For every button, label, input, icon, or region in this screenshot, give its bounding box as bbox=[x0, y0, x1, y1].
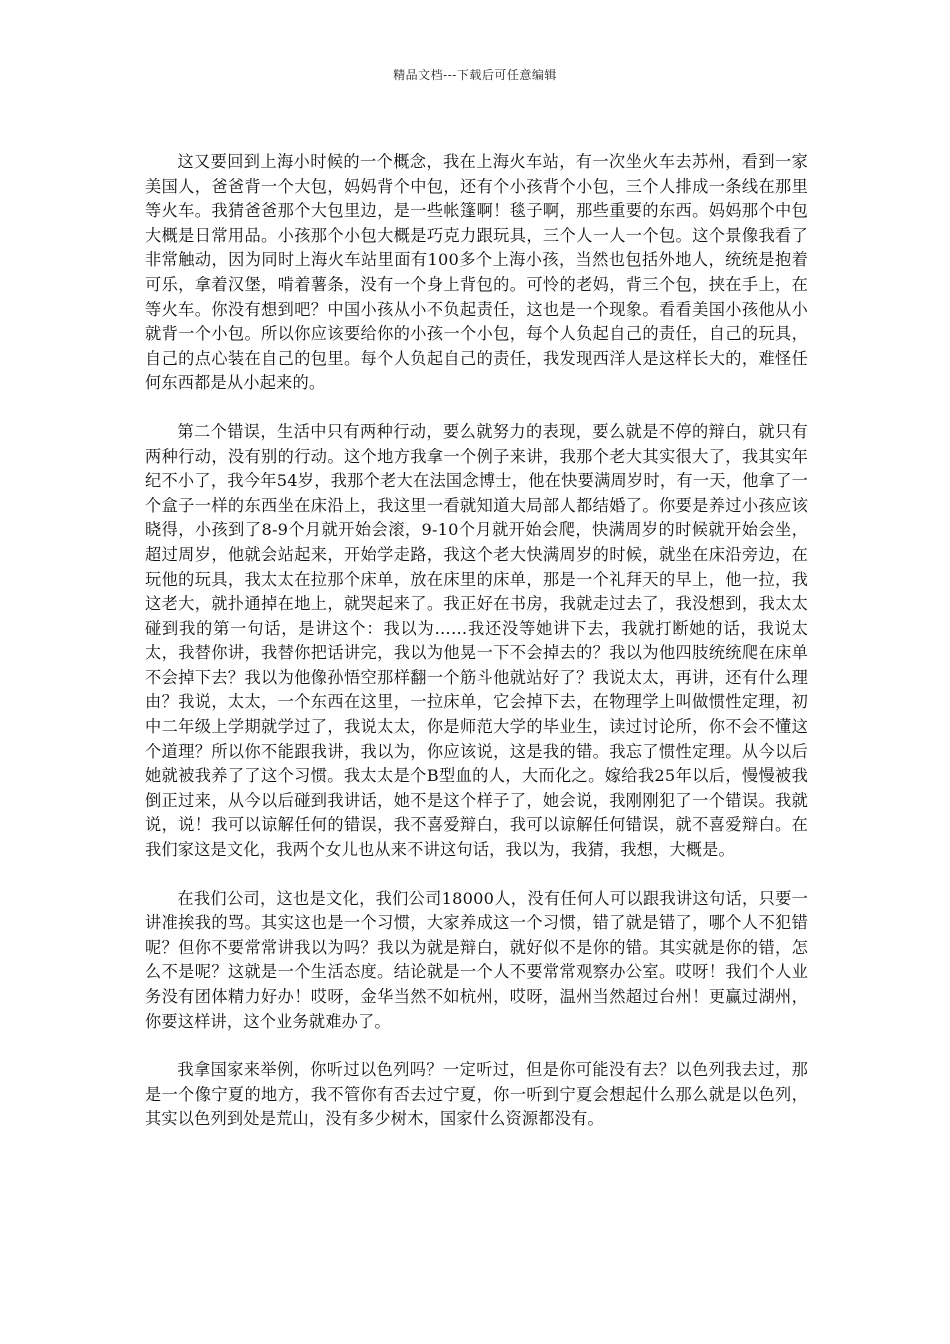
paragraph-1: 这又要回到上海小时候的一个概念，我在上海火车站，有一次坐火车去苏州，看到一家美国人，爸爸背一个大包，妈妈背个中包，还有个小孩背个小包，三个人排成一条线在那里等火车。我猜爸爸那个大包里边，是一些帐篷啊！毯子啊，那些重要的东西。妈妈那个中包大概是日常用品。小孩那个小包大概是巧克力跟玩具，三个人一人一个包。这个景像我看了非常触动，因为同时上海火车站里面有100多个上海小孩，当然也包括外地人，统统是抱着可乐，拿着汉堡，啃着薯条，没有一个身上背包的。可怜的老妈，背三个包，挟在手上，在等火车。你没有想到吧？中国小孩从小不负起责任，这也是一个现象。看看美国小孩他从小就背一个小包。所以你应该要给你的小孩一个小包，每个人负起自己的责任，自己的玩具，自己的点心装在自己的包里。每个人负起自己的责任，我发现西洋人是这样长大的，难怪任何东西都是从小起来的。 bbox=[145, 152, 808, 393]
page-header: 精品文档---下载后可任意编辑 bbox=[393, 68, 557, 82]
paragraph-3: 在我们公司，这也是文化，我们公司18000人，没有任何人可以跟我讲这句话，只要一讲准挨我的骂。其实这也是一个习惯，大家养成这一个习惯，错了就是错了，哪个人不犯错呢？但你不要常常讲我以为吗？我以为就是辩白，就好似不是你的错。其实就是你的错，怎么不是呢？这就是一个生活态度。结论就是一个人不要常常观察办公室。哎呀！我们个人业务没有团体精力好办！哎呀，金华当然不如杭州，哎呀，温州当然超过台州！更赢过湖州，你要这样讲，这个业务就难办了。 bbox=[145, 888, 808, 1031]
paragraph-4: 我拿国家来举例，你听过以色列吗？一定听过，但是你可能没有去？以色列我去过，那是一个像宁夏的地方，我不管你有否去过宁夏，你一听到宁夏会想起什么那么就是以色列，其实以色列到处是荒山，没有多少树木，国家什么资源都没有。 bbox=[145, 1060, 808, 1129]
paragraph-2: 第二个错误，生活中只有两种行动，要么就努力的表现，要么就是不停的辩白，就只有两种行动，没有别的行动。这个地方我拿一个例子来讲，我那个老大其实很大了，我其实年纪不小了，我今年54岁，我那个老大在法国念博士，他在快要满周岁时，有一天，他拿了一个盒子一样的东西坐在床沿上，我这里一看就知道大局部人都结婚了。你要是养过小孩应该晓得，小孩到了8-9个月就开始会滚，9-10个月就开始会爬，快满周岁的时候就开始会坐，超过周岁，他就会站起来，开始学走路，我这个老大快满周岁的时候，就坐在床沿旁边，在玩他的玩具，我太太在拉那个床单，放在床里的床单，那是一个礼拜天的早上，他一拉，我这老大，就扑通掉在地上，就哭起来了。我正好在书房，我就走过去了，我没想到，我太太碰到我的第一句话，是讲这个：我以为……我还没等她讲下去，我就打断她的话，我说太太，我替你讲，我替你把话讲完，我以为他晃一下不会掉去的？我以为他四肢统统爬在床单不会掉下去？我以为他像孙悟空那样翻一个筋斗他就站好了？我说太太，再讲，还有什么理由？我说，太太，一个东西在这里，一拉床单，它会掉下去，在物理学上叫做惯性定理，初中二年级上学期就学过了，我说太太，你是师范大学的毕业生，读过讨论所，你不会不懂这个道理？所以你不能跟我讲，我以为，你应该说，这是我的错。我忘了惯性定理。从今以后她就被我养了了这个习惯。我太太是个B型血的人，大而化之。嫁给我25年以后，慢慢被我倒正过来，从今以后碰到我讲话，她不是这个样子了，她会说，我刚刚犯了一个错误。我就说，说！我可以谅解任何的错误，我不喜爱辩白，我可以谅解任何错误，就不喜爱辩白。在我们家这是文化，我两个女儿也从来不讲这句话，我以为，我猜，我想，大概是。 bbox=[145, 421, 808, 860]
document-body bbox=[145, 150, 808, 1132]
